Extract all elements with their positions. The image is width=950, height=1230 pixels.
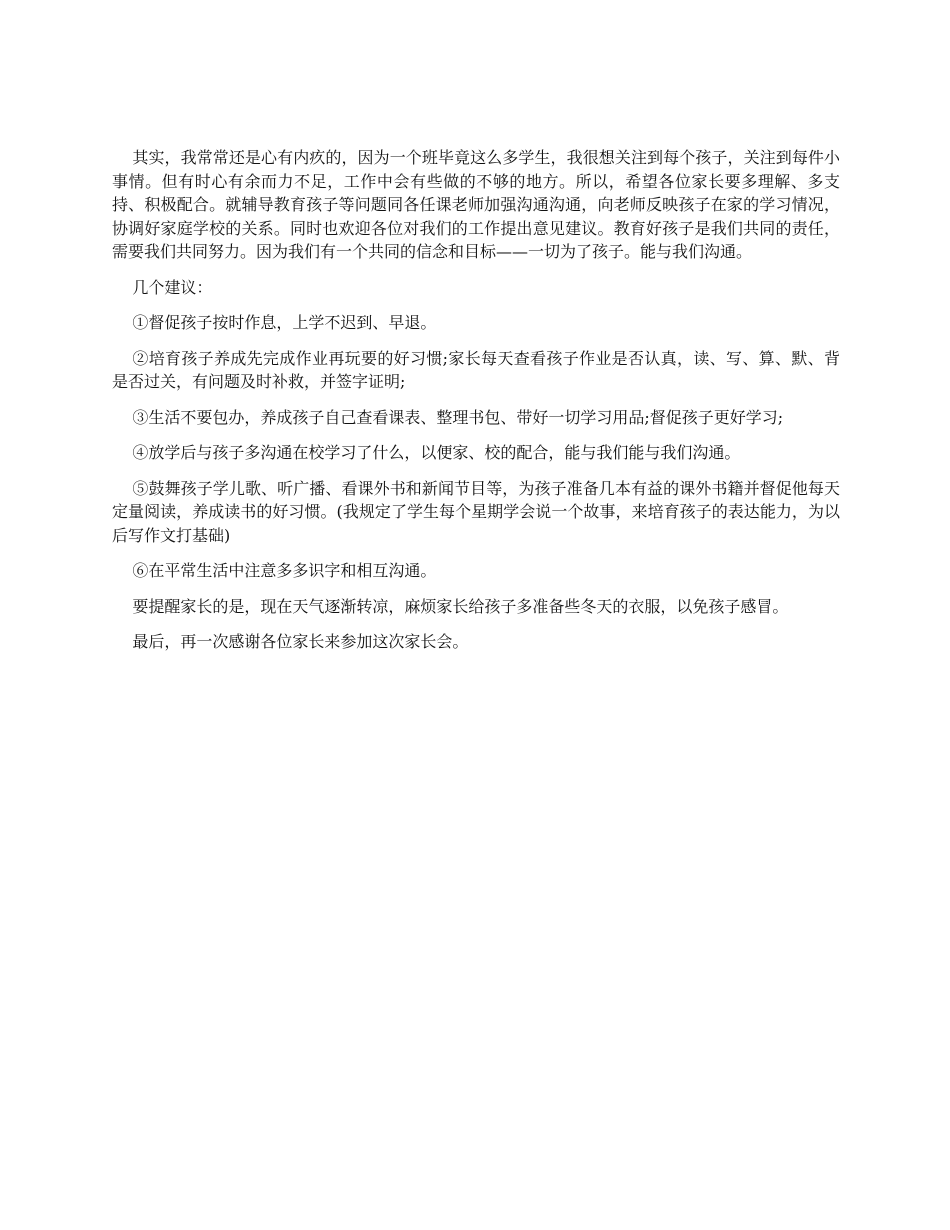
suggestion-item-4: ④放学后与孩子多沟通在校学习了什么，以便家、校的配合，能与我们能与我们沟通。 [132, 443, 741, 462]
paragraph-closing: 最后，再一次感谢各位家长来参加这次家长会。 [132, 632, 469, 651]
paragraph-weather-reminder: 要提醒家长的是，现在天气逐渐转凉，麻烦家长给孩子多准备些冬天的衣服，以免孩子感冒。 [132, 596, 789, 616]
paragraph-suggestions-heading: 几个建议： [132, 277, 213, 297]
suggestion-item-2: ②培育孩子养成先完成作业再玩要的好习惯;家长每天查看孩子作业是否认真，读、写、算、默、背是否过关，有问题及时补救，并签字证明; [112, 348, 840, 391]
suggestion-item-5: ⑤鼓舞孩子学儿歌、听广播、看课外书和新闻节目等，为孩子准备几本有益的课外书籍并督促他每天定量阅读，养成读书的好习惯。(我规定了学生每个星期学会说一个故事，来培育孩子的表达能力，为以后写作文打基础) [112, 478, 840, 545]
paragraph-intro: 其实，我常常还是心有内疚的，因为一个班毕竟这么多学生，我很想关注到每个孩子，关注到每件小事情。但有时心有余而力不足，工作中会有些做的不够的地方。所以，希望各位家长要多理解、多支持、积极配合。就辅导教育孩子等问题同各任课老师加强沟通沟通，向老师反映孩子在家的学习情况，协调好家庭学校的关系。同时也欢迎各位对我们的工作提出意见建议。教育好孩子是我们共同的责任，需要我们共同努力。因为我们有一个共同的信念和目标——一切为了孩子。能与我们沟通。 [112, 148, 840, 261]
suggestion-item-3: ③生活不要包办，养成孩子自己查看课表、整理书包、带好一切学习用品;督促孩子更好学习; [132, 407, 784, 427]
suggestion-item-6: ⑥在平常生活中注意多多识字和相互沟通。 [132, 561, 437, 580]
document-body [112, 146, 840, 666]
suggestion-item-1: ①督促孩子按时作息，上学不迟到、早退。 [132, 313, 437, 332]
